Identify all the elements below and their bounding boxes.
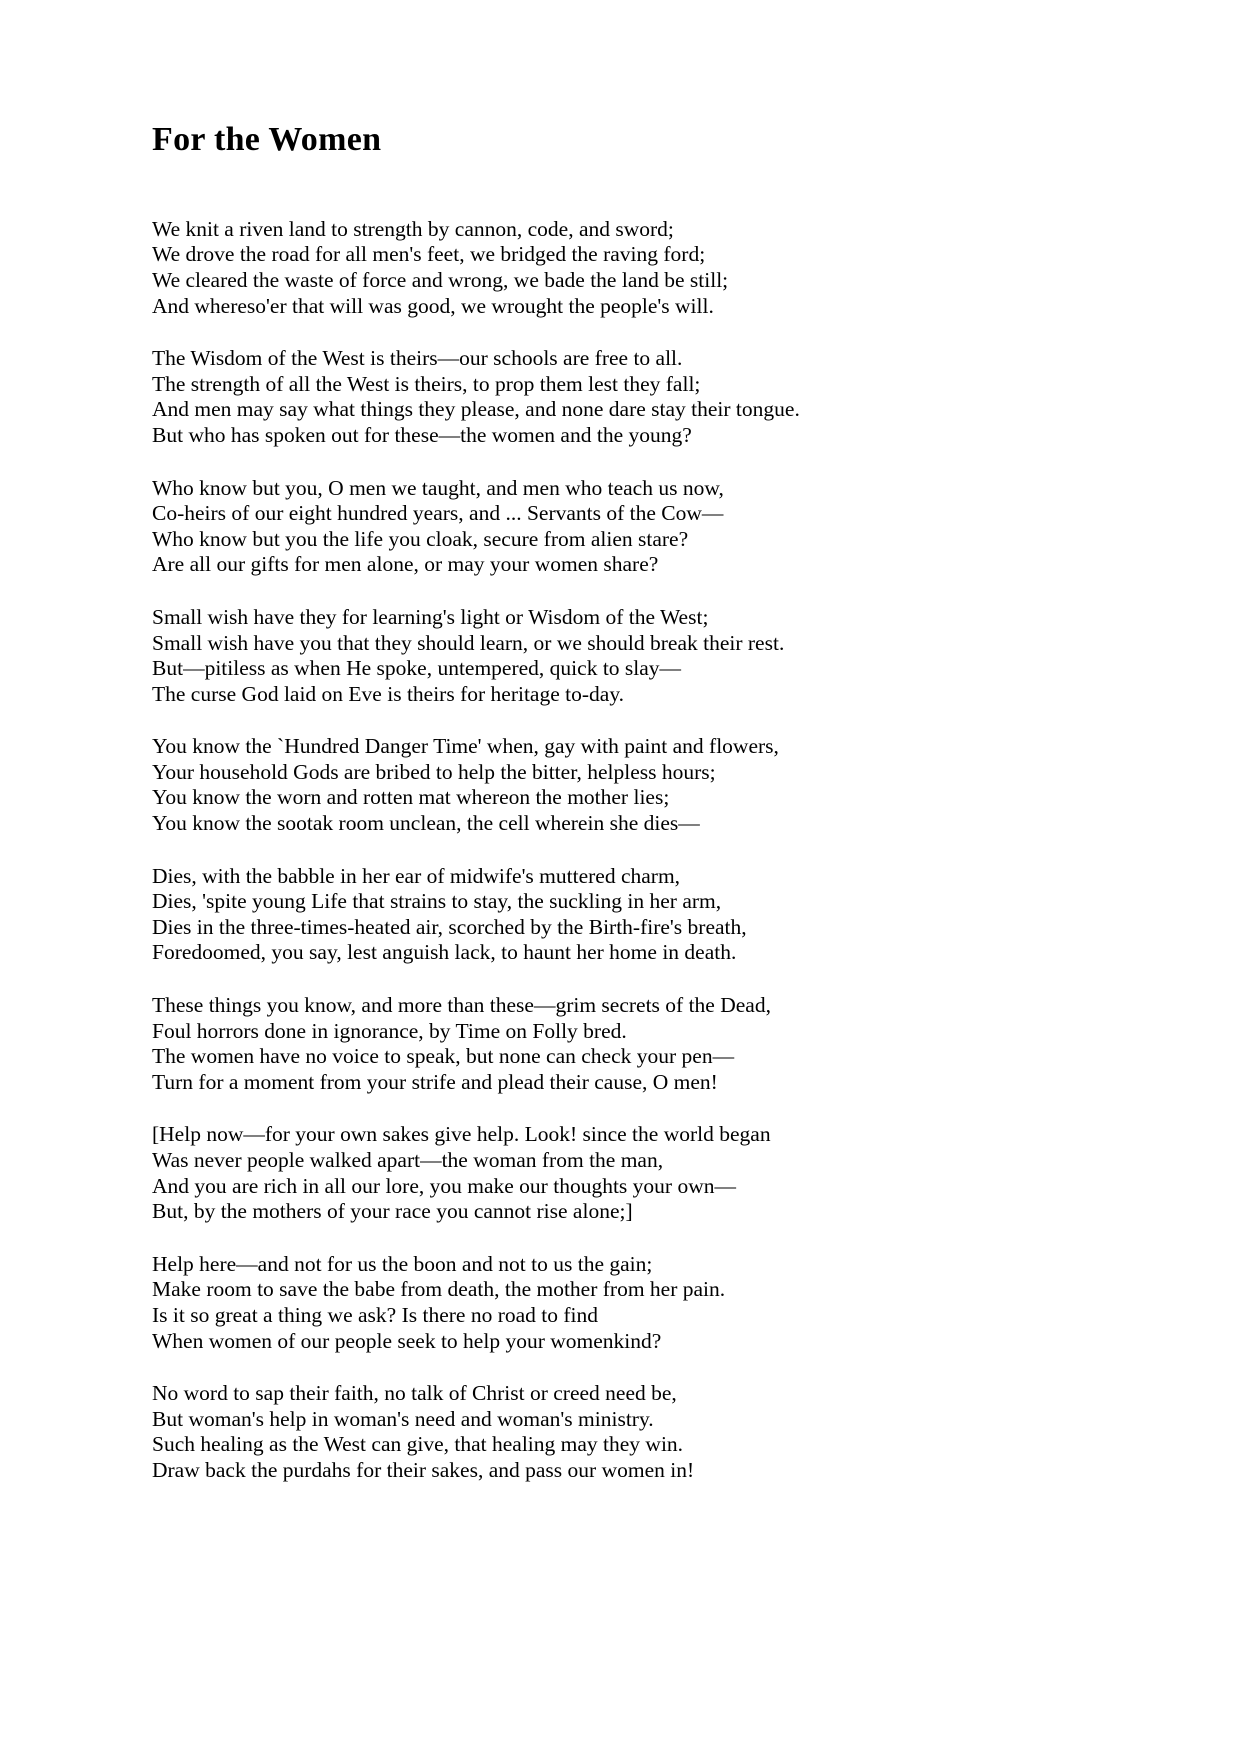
poem-line: The strength of all the West is theirs, to prop them lest they fall; [152,371,701,396]
stanza [152,346,1092,448]
poem-line: Draw back the purdahs for their sakes, and pass our women in! [152,1457,695,1482]
poem-line: The Wisdom of the West is theirs—our schools are free to all. [152,346,683,371]
poem-line: Foul horrors done in ignorance, by Time on Folly bred. [152,1018,627,1043]
poem-line: And you are rich in all our lore, you make our thoughts your own— [152,1173,736,1198]
poem-line: You know the `Hundred Danger Time' when, gay with paint and flowers, [152,734,779,759]
poem-line: We drove the road for all men's feet, we bridged the raving ford; [152,242,706,267]
stanza [152,605,1092,707]
stanza [152,476,1092,578]
poem-line: Dies, with the babble in her ear of midwife's muttered charm, [152,863,681,888]
poem-line: Such healing as the West can give, that healing may they win. [152,1432,684,1457]
page-title: For the Women [152,121,382,158]
poem-line: Help here—and not for us the boon and not to us the gain; [152,1251,653,1276]
stanza [152,1381,1092,1483]
poem-line: And men may say what things they please, and none dare stay their tongue. [152,397,800,422]
poem-line: Who know but you, O men we taught, and men who teach us now, [152,475,724,500]
poem-line: Dies, 'spite young Life that strains to stay, the suckling in her arm, [152,889,722,914]
poem-line: Your household Gods are bribed to help the bitter, helpless hours; [152,759,716,784]
poem-line: And whereso'er that will was good, we wrought the people's will. [152,293,714,318]
stanza [152,1252,1092,1354]
poem-line: But who has spoken out for these—the women and the young? [152,422,692,447]
poem-line: Foredoomed, you say, lest anguish lack, to haunt her home in death. [152,940,737,965]
poem-line: Are all our gifts for men alone, or may your women share? [152,552,659,577]
poem-line: Small wish have you that they should learn, or we should break their rest. [152,630,785,655]
poem-line: Co-heirs of our eight hundred years, and ... Servants of the Cow— [152,501,724,526]
poem-line: You know the sootak room unclean, the cell wherein she dies— [152,811,700,836]
poem-line: But woman's help in woman's need and woman's ministry. [152,1406,654,1431]
poem-line: Dies in the three-times-heated air, scorched by the Birth-fire's breath, [152,914,747,939]
poem-line: You know the worn and rotten mat whereon the mother lies; [152,785,670,810]
poem-line: No word to sap their faith, no talk of Christ or creed need be, [152,1381,677,1406]
poem-line: When women of our people seek to help your womenkind? [152,1328,662,1353]
poem-line: But—pitiless as when He spoke, untempered, quick to slay— [152,656,682,681]
poem-line: We cleared the waste of force and wrong, we bade the land be still; [152,267,729,292]
poem-line: These things you know, and more than these—grim secrets of the Dead, [152,993,771,1018]
poem-line: Small wish have they for learning's light or Wisdom of the West; [152,604,709,629]
stanza [152,734,1092,836]
poem-line: Who know but you the life you cloak, secure from alien stare? [152,526,689,551]
poem-line: The curse God laid on Eve is theirs for heritage to-day. [152,681,625,706]
poem-line: The women have no voice to speak, but none can check your pen— [152,1044,735,1069]
poem-body [152,217,1092,1484]
poem-line: We knit a riven land to strength by cannon, code, and sword; [152,216,674,241]
poem-line: Is it so great a thing we ask? Is there no road to find [152,1302,598,1327]
stanza [152,993,1092,1095]
poem-line: Turn for a moment from your strife and plead their cause, O men! [152,1069,718,1094]
stanza [152,1122,1092,1224]
poem-line: [Help now—for your own sakes give help. Look! since the world began [152,1122,771,1147]
stanza [152,864,1092,966]
stanza [152,217,1092,319]
poem-line: Make room to save the babe from death, the mother from her pain. [152,1277,726,1302]
poem-line: Was never people walked apart—the woman from the man, [152,1148,664,1173]
poem-line: But, by the mothers of your race you cannot rise alone;] [152,1199,633,1224]
